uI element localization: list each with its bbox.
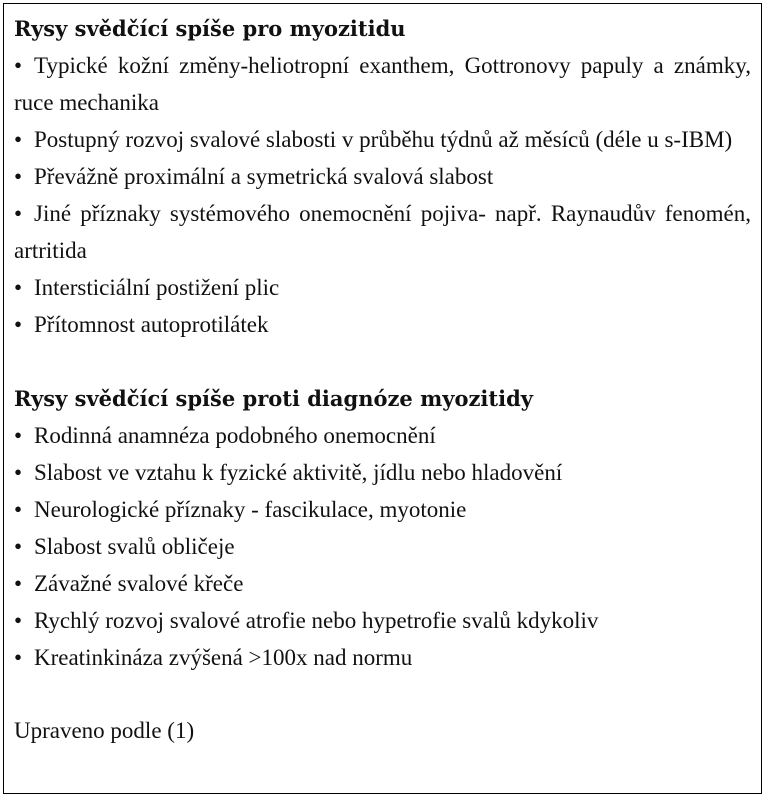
list-item-text: Intersticiální postižení plic xyxy=(34,275,280,300)
bullet-glyph: • xyxy=(14,127,23,152)
list-item xyxy=(14,47,751,121)
list-item-text: Jiné příznaky systémového onemocnění pojiva- např. Raynaudův fenomén, artritida xyxy=(14,201,751,263)
bullet-glyph: • xyxy=(14,497,23,522)
bullet-glyph: • xyxy=(14,423,23,448)
bullet-glyph: • xyxy=(14,275,23,300)
list-features-for-myositis xyxy=(14,47,751,343)
section-spacer xyxy=(14,343,751,380)
list-item-text: Typické kožní změny-heliotropní exanthem, Gottronovy papuly a známky, ruce mechanika xyxy=(14,53,751,115)
list-item xyxy=(14,306,751,343)
list-item xyxy=(14,602,751,639)
list-item-text: Slabost svalů obličeje xyxy=(34,534,235,559)
list-item xyxy=(14,158,751,195)
bullet-glyph: • xyxy=(14,534,23,559)
list-item xyxy=(14,454,751,491)
list-item xyxy=(14,269,751,306)
list-item xyxy=(14,491,751,528)
list-item-text: Kreatinkináza zvýšená >100x nad normu xyxy=(34,645,413,670)
list-features-against-myositis xyxy=(14,417,751,676)
list-item-text: Postupný rozvoj svalové slabosti v průběhu týdnů až měsíců (déle u s-IBM) xyxy=(34,127,733,152)
table-box xyxy=(3,3,762,794)
list-item-text: Slabost ve vztahu k fyzické aktivitě, jídlu nebo hladovění xyxy=(34,460,563,485)
list-item-text: Rychlý rozvoj svalové atrofie nebo hypetrofie svalů kdykoliv xyxy=(34,608,599,633)
bullet-glyph: • xyxy=(14,53,23,78)
list-item xyxy=(14,121,751,158)
bullet-glyph: • xyxy=(14,571,23,596)
list-item xyxy=(14,639,751,676)
list-item-text: Přítomnost autoprotilátek xyxy=(34,312,269,337)
section-heading-for-myositis: Rysy svědčící spíše pro myozitidu xyxy=(14,16,406,41)
bullet-glyph: • xyxy=(14,312,23,337)
list-item-text: Převážně proximální a symetrická svalová slabost xyxy=(34,164,494,189)
bullet-glyph: • xyxy=(14,164,23,189)
list-item xyxy=(14,565,751,602)
list-item-text: Neurologické příznaky - fascikulace, myotonie xyxy=(34,497,467,522)
section-heading-against-myositis: Rysy svědčící spíše proti diagnóze myozitidy xyxy=(14,386,533,411)
list-item-text: Závažné svalové křeče xyxy=(34,571,244,596)
list-item xyxy=(14,528,751,565)
list-item xyxy=(14,195,751,269)
list-item xyxy=(14,417,751,454)
bullet-glyph: • xyxy=(14,608,23,633)
bullet-glyph: • xyxy=(14,460,23,485)
list-item-text: Rodinná anamnéza podobného onemocnění xyxy=(34,423,436,448)
source-note: Upraveno podle (1) xyxy=(14,718,195,743)
bullet-glyph: • xyxy=(14,645,23,670)
bullet-glyph: • xyxy=(14,201,23,226)
section-spacer xyxy=(14,676,751,712)
